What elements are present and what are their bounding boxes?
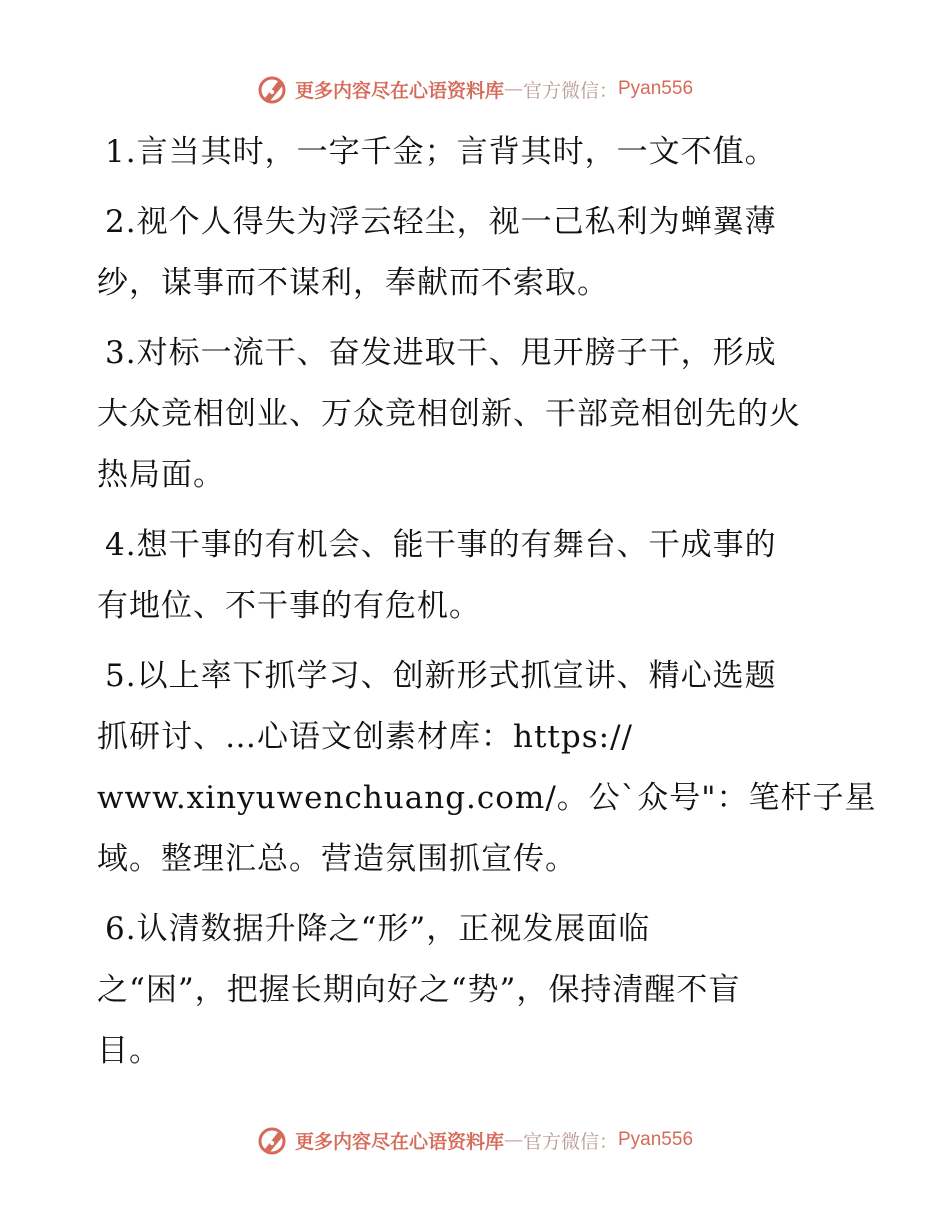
footer-separator: — xyxy=(503,1129,523,1151)
paragraph-line: 2.视个人得失为浮云轻尘，视一己私利为蝉翼薄 xyxy=(105,204,777,240)
paragraph-line: www.xinyuwenchuang.com/。公`众号"：笔杆子星 xyxy=(97,780,877,816)
paragraph-line: 域。整理汇总。营造氛围抓宣传。 xyxy=(97,841,577,877)
paragraph-line: 1.言当其时，一字千金；言背其时，一文不值。 xyxy=(105,134,777,170)
paragraph-line: 热局面。 xyxy=(97,457,225,493)
header-contact-label: 官方微信： xyxy=(522,79,618,102)
paragraph-line: 目。 xyxy=(97,1033,161,1069)
paragraph-line: 4.想干事的有机会、能干事的有舞台、干成事的 xyxy=(105,527,777,563)
paragraph-4 xyxy=(97,515,857,637)
paragraph-6 xyxy=(97,899,857,1082)
footer-wechat-id: Pyan556 xyxy=(618,1129,694,1150)
header-site-text: 更多内容尽在心语资料库 xyxy=(294,79,504,102)
paragraph-line: 6.认清数据升降之“形”，正视发展面临 xyxy=(105,911,651,947)
paragraph-line: 5.以上率下抓学习、创新形式抓宣讲、精心选题 xyxy=(105,658,777,694)
paragraph-line: 之“困”，把握长期向好之“势”，保持清醒不盲 xyxy=(97,972,741,1008)
header-separator: — xyxy=(503,78,523,100)
paragraph-line: 3.对标一流干、奋发进取干、甩开膀子干，形成 xyxy=(105,335,777,371)
pen-nib-circle-icon xyxy=(257,1123,291,1157)
footer-site-text: 更多内容尽在心语资料库 xyxy=(294,1130,504,1153)
footer-banner xyxy=(0,1125,950,1155)
paragraph-line: 大众竞相创业、万众竞相创新、干部竞相创先的火 xyxy=(97,396,801,432)
paragraph-3 xyxy=(97,323,857,506)
paragraph-line: 抓研讨、…心语文创素材库：https:// xyxy=(97,719,633,755)
header-banner xyxy=(0,74,950,104)
header-wechat-id: Pyan556 xyxy=(618,78,694,99)
paragraph-2 xyxy=(97,192,857,314)
paragraph-5 xyxy=(97,646,877,890)
paragraph-line: 有地位、不干事的有危机。 xyxy=(97,588,481,624)
paragraph-line: 纱，谋事而不谋利，奉献而不索取。 xyxy=(97,265,609,301)
document-body xyxy=(97,122,877,1082)
paragraph-1 xyxy=(97,122,857,183)
pen-nib-circle-icon xyxy=(257,72,291,106)
footer-contact-label: 官方微信： xyxy=(522,1130,618,1153)
